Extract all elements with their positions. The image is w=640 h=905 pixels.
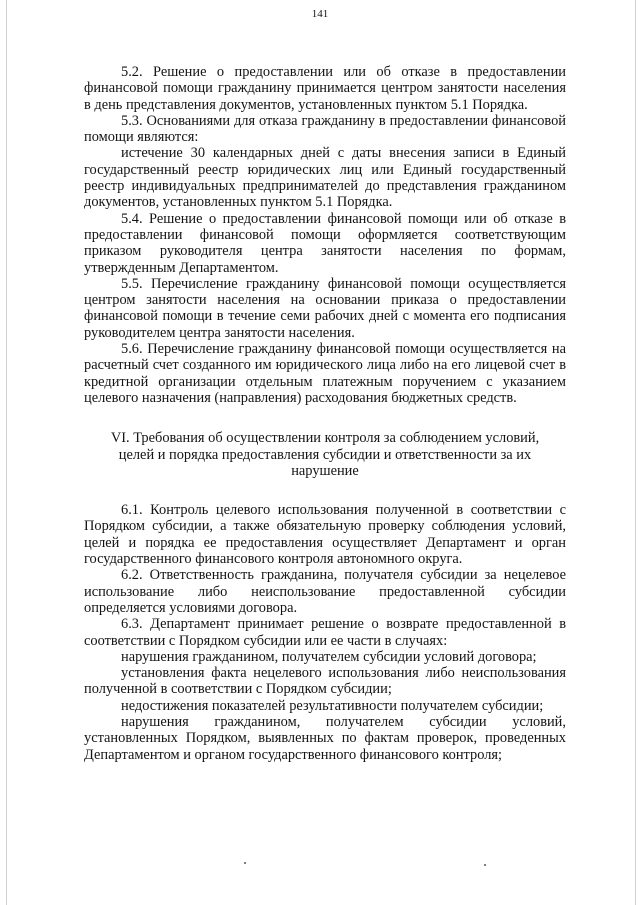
section-heading-vi bbox=[84, 430, 566, 479]
section-heading-line: целей и порядка предоставления субсидии и ответственности за их bbox=[118, 446, 532, 463]
section-heading-line: нарушение bbox=[291, 462, 359, 479]
paragraph-6-1: 6.1. Контроль целевого использования полученной в соответствии с Порядком субсидии, а также обязательную проверку соблюдения условий, целей и порядка ее предоставления осуществляет Департамент и орган государственного финансового контроля автономного округа. bbox=[84, 502, 566, 568]
paragraph-6-2: 6.2. Ответственность гражданина, получателя субсидии за нецелевое использование либо неиспользование предоставленной субсидии определяется условиями договора. bbox=[84, 567, 566, 616]
paragraph-5-2: 5.2. Решение о предоставлении или об отказе в предоставлении финансовой помощи гражданину принимается центром занятости населения в день представления документов, установленных пунктом 5.1 Порядка. bbox=[84, 64, 566, 113]
paragraph-5-3: 5.3. Основаниями для отказа гражданину в предоставлении финансовой помощи являются: bbox=[84, 112, 566, 146]
scan-speck bbox=[244, 862, 246, 864]
scan-speck bbox=[484, 864, 486, 866]
paragraph-6-3-item: установления факта нецелевого использования либо неиспользования полученной в соответствии с Порядком субсидии; bbox=[84, 665, 566, 698]
scan-edge-right bbox=[635, 0, 636, 905]
scan-edge-left bbox=[6, 0, 7, 905]
paragraph-6-3-item: нарушения гражданином, получателем субсидии условий, установленных Порядком, выявленных по фактам проверок, проведенных Департаментом и органом государственного финансового контроля; bbox=[84, 713, 566, 763]
document-body bbox=[84, 64, 566, 763]
paragraph-5-6: 5.6. Перечисление гражданину финансовой помощи осуществляется на расчетный счет созданного им юридического лица либо на его лицевой счет в кредитной организации отдельным платежным поручением с указанием целевого назначения (направления) расходования бюджетных средств. bbox=[84, 341, 566, 406]
paragraph-5-4: 5.4. Решение о предоставлении финансовой помощи или об отказе в предоставлении финансовой помощи оформляется соответствующим приказом руководителя центра занятости населения по формам, утвержденным Департаментом. bbox=[84, 210, 566, 276]
paragraph-6-3-item: нарушения гражданином, получателем субсидии условий договора; bbox=[121, 648, 537, 665]
paragraph-6-3-item: недостижения показателей результативности получателем субсидии; bbox=[121, 697, 544, 714]
page-number: 141 bbox=[311, 8, 329, 20]
paragraph-5-3-item: истечение 30 календарных дней с даты внесения записи в Единый государственный реестр юридических лиц или Единый государственный реестр индивидуальных предпринимателей до представления гражданином документов, установленных пунктом 5.1 Порядка. bbox=[84, 145, 566, 211]
paragraph-6-3: 6.3. Департамент принимает решение о возврате предоставленной в соответствии с Порядком субсидии или ее части в случаях: bbox=[84, 616, 566, 649]
paragraph-5-5: 5.5. Перечисление гражданину финансовой помощи осуществляется центром занятости населения на основании приказа о предоставлении финансовой помощи в течение семи рабочих дней с момента его подписания руководителем центра занятости населения. bbox=[84, 275, 566, 341]
section-heading-line: VI. Требования об осуществлении контроля за соблюдением условий, bbox=[110, 430, 540, 447]
